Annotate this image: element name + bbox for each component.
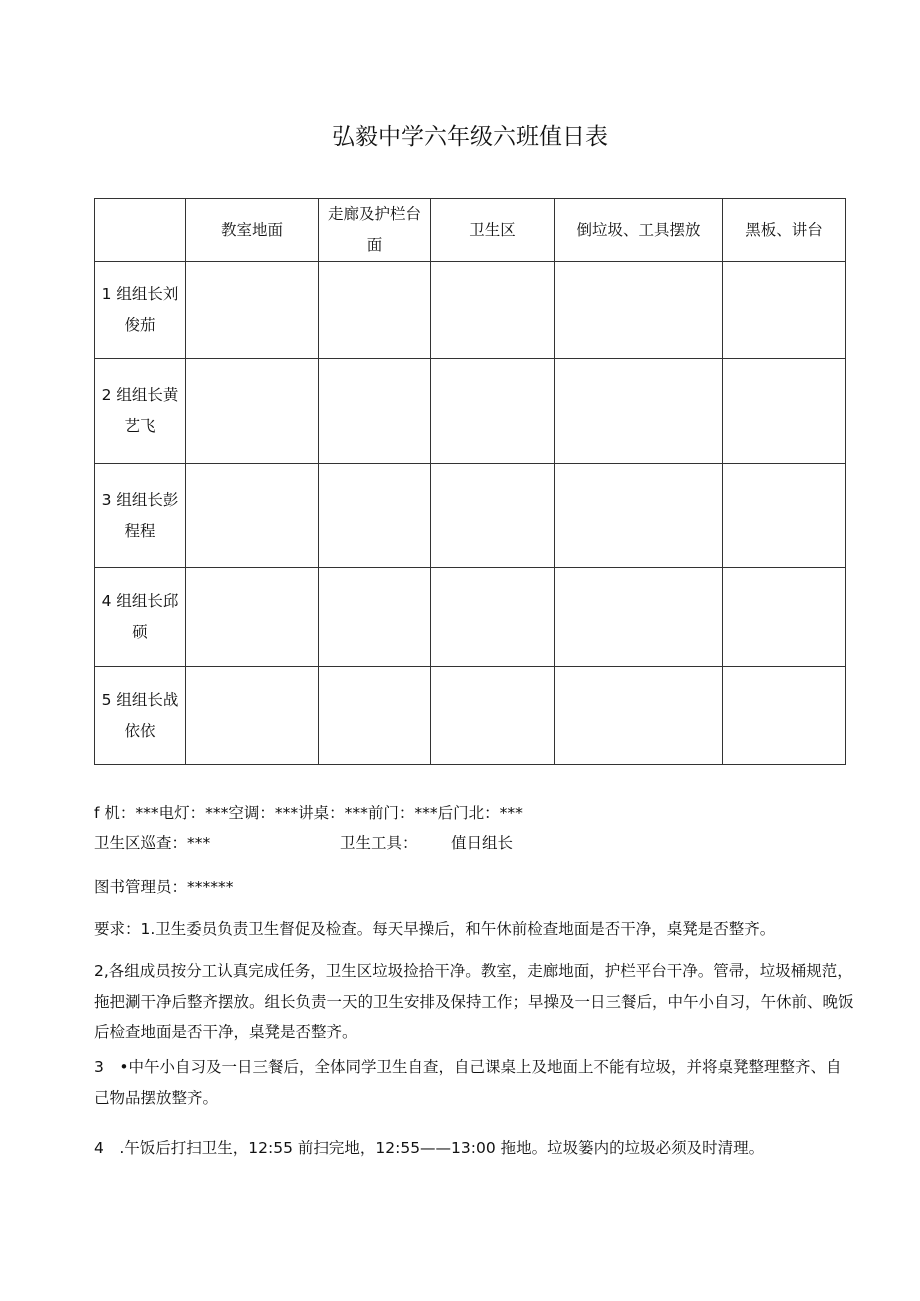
- group-cell: [95, 667, 186, 765]
- librarian-line: 图书管理员：******: [94, 878, 234, 896]
- duty-cell: [431, 568, 555, 667]
- duty-cell: [723, 262, 846, 359]
- duty-cell: [319, 262, 431, 359]
- table-header-row: [95, 199, 846, 262]
- group-label-line1: 3 组组长彭: [101, 490, 179, 509]
- header-classroom-floor: 教室地面: [186, 199, 319, 262]
- group-label-line1: 1 组组长刘: [101, 285, 179, 303]
- table-row: [95, 667, 846, 765]
- duty-cell: [723, 568, 846, 667]
- table-row: [95, 464, 846, 568]
- table-row: [95, 262, 846, 359]
- requirement-2: 2,各组成员按分工认真完成任务，卫生区垃圾捡拾干净。教室，走廊地面，护栏平台干净。管帚，垃圾桶规范，拖把涮干净后整齐摆放。组长负责一天的卫生安排及保持工作；早操及一日三餐后，中午小自习，午休前、晚饭后检查地面是否干净，桌凳是否整齐。: [94, 962, 854, 1041]
- group-label-line2: 依依: [124, 721, 156, 740]
- requirement-3: 3 •中午小自习及一日三餐后，全体同学卫生自查，自己课桌上及地面上不能有垃圾，并将桌凳整理整齐、自己物品摆放整齐。: [94, 1058, 842, 1107]
- group-cell: [95, 359, 186, 464]
- duty-cell: [186, 359, 319, 464]
- duty-cell: [319, 359, 431, 464]
- duty-cell: [555, 667, 723, 765]
- area-inspection-text: 卫生区巡查：***: [94, 834, 211, 852]
- requirement-4: 4 .午饭后打扫卫生，12:55 前扫完地，12:55——13:00 拖地。垃圾篓内的垃圾必须及时清理。: [94, 1139, 765, 1157]
- page-title: 弘毅中学六年级六班值日表: [332, 124, 608, 150]
- group-cell: [95, 464, 186, 568]
- duty-cell: [723, 359, 846, 464]
- table-row: [95, 359, 846, 464]
- requirement-1: 要求：1.卫生委员负责卫生督促及检查。每天早操后，和午休前检查地面是否干净，桌凳是否整齐。: [94, 920, 776, 938]
- duty-cell: [186, 667, 319, 765]
- duty-cell: [723, 667, 846, 765]
- duty-cell: [431, 667, 555, 765]
- duty-cell: [431, 359, 555, 464]
- header-hygiene-area: 卫生区: [431, 199, 555, 262]
- group-label-line2: 硕: [132, 623, 148, 641]
- inspection-line: [94, 828, 854, 858]
- header-corridor-rail: 走廊及护栏台面: [319, 199, 431, 262]
- header-trash-tools: 倒垃圾、工具摆放: [555, 199, 723, 262]
- group-label-line2: 艺飞: [124, 417, 156, 435]
- duty-cell: [555, 262, 723, 359]
- duty-cell: [186, 262, 319, 359]
- group-label-line1: 4 组组长邱: [101, 592, 179, 610]
- duty-leader-text: 值日组长: [451, 834, 514, 852]
- group-label-line2: 程程: [124, 521, 156, 540]
- duty-cell: [431, 262, 555, 359]
- group-cell: [95, 262, 186, 359]
- group-cell: [95, 568, 186, 667]
- duty-cell: [555, 464, 723, 568]
- hygiene-tools-text: 卫生工具：: [340, 834, 418, 852]
- header-blackboard-podium: 黑板、讲台: [723, 199, 846, 262]
- duty-cell: [555, 359, 723, 464]
- duty-cell: [186, 568, 319, 667]
- duty-cell: [186, 464, 319, 568]
- duty-table: [94, 198, 846, 765]
- duty-cell: [319, 464, 431, 568]
- duty-cell: [319, 667, 431, 765]
- duty-cell: [723, 464, 846, 568]
- table-row: [95, 568, 846, 667]
- duty-cell: [319, 568, 431, 667]
- group-label-line1: 2 组组长黄: [101, 386, 179, 404]
- header-corner: [95, 199, 186, 262]
- group-label-line2: 俊茄: [124, 316, 156, 334]
- equipment-duty-line: f 机：***电灯：***空调：***讲桌：***前门：***后门北：***: [94, 804, 523, 822]
- duty-cell: [555, 568, 723, 667]
- group-label-line1: 5 组组长战: [101, 690, 179, 709]
- duty-cell: [431, 464, 555, 568]
